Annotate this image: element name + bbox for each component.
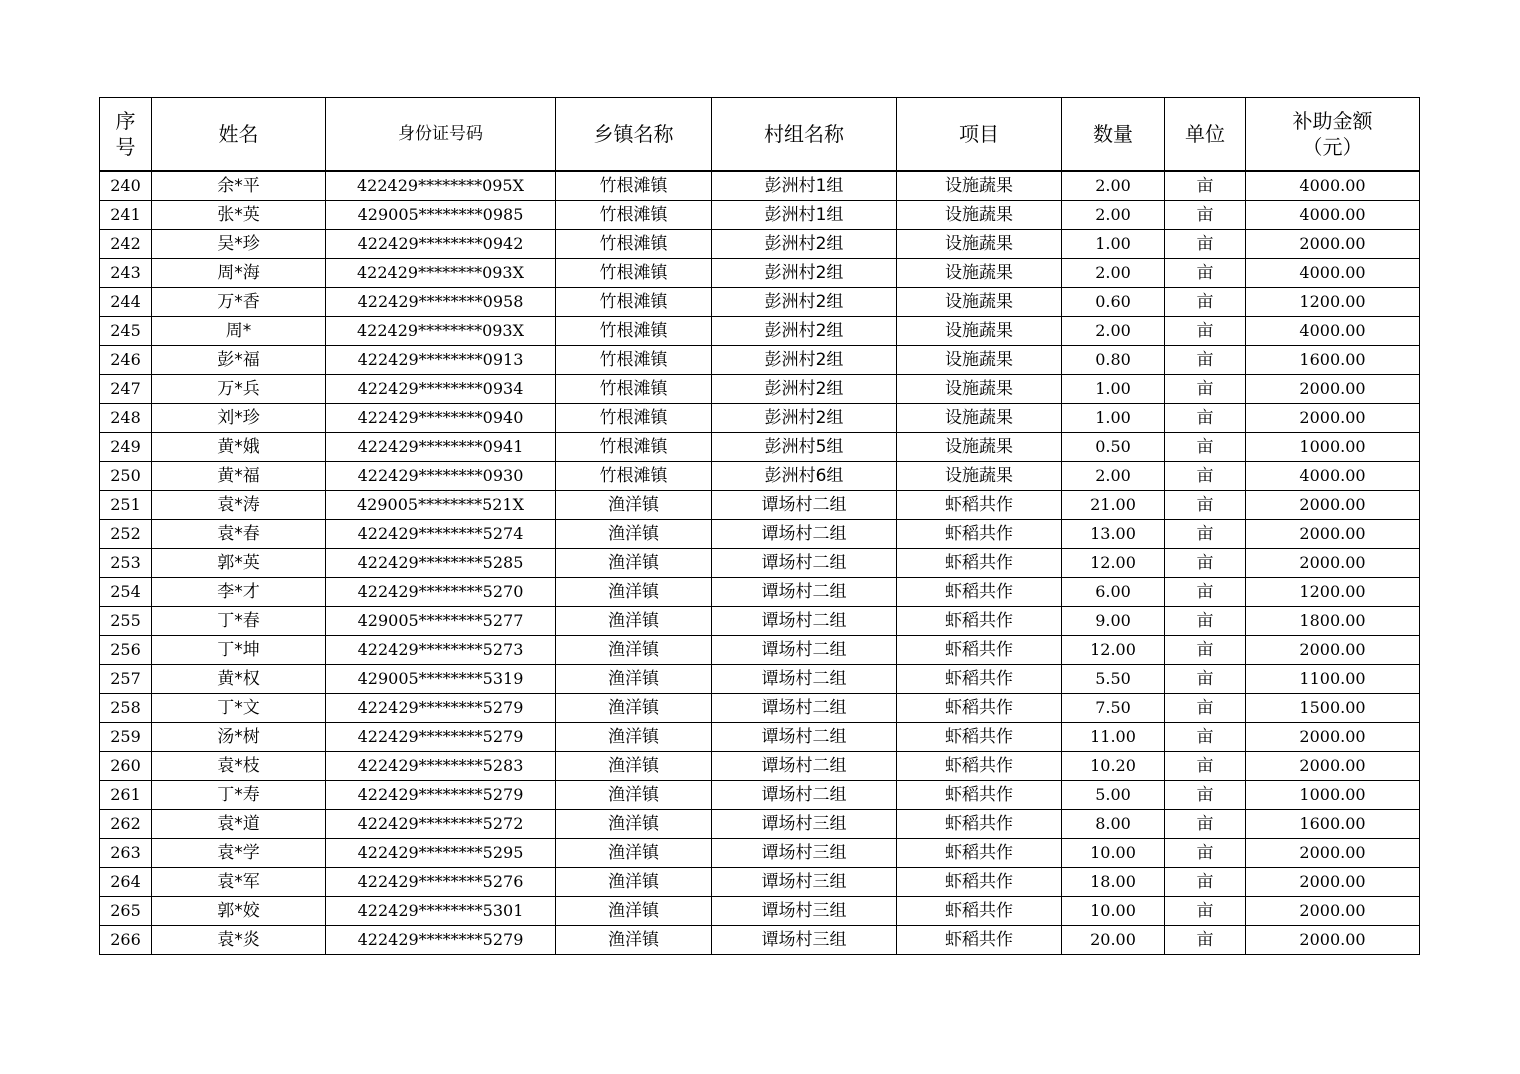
- cell-name: 袁*涛: [152, 491, 326, 520]
- cell-amount: 2000.00: [1246, 230, 1420, 259]
- cell-quantity: 2.00: [1062, 259, 1165, 288]
- table-row: [100, 897, 1420, 926]
- cell-name: 袁*道: [152, 810, 326, 839]
- cell-village: 彭洲村1组: [712, 201, 897, 230]
- cell-village: 谭场村二组: [712, 723, 897, 752]
- header-name: 姓名: [152, 98, 326, 172]
- cell-project: 虾稻共作: [897, 520, 1062, 549]
- cell-seq: 249: [100, 433, 152, 462]
- header-project: 项目: [897, 98, 1062, 172]
- cell-unit: 亩: [1165, 839, 1246, 868]
- cell-town: 渔洋镇: [556, 868, 712, 897]
- table-row: [100, 259, 1420, 288]
- table-row: [100, 723, 1420, 752]
- cell-village: 谭场村二组: [712, 781, 897, 810]
- table-row: [100, 636, 1420, 665]
- header-amount: [1246, 98, 1420, 172]
- cell-id-number: 422429********0913: [326, 346, 556, 375]
- table-row: [100, 404, 1420, 433]
- cell-town: 渔洋镇: [556, 578, 712, 607]
- cell-village: 彭洲村2组: [712, 230, 897, 259]
- cell-unit: 亩: [1165, 549, 1246, 578]
- header-id-number: 身份证号码: [326, 98, 556, 172]
- cell-amount: 1000.00: [1246, 781, 1420, 810]
- cell-seq: 255: [100, 607, 152, 636]
- cell-id-number: 422429********5295: [326, 839, 556, 868]
- cell-name: 万*兵: [152, 375, 326, 404]
- cell-quantity: 7.50: [1062, 694, 1165, 723]
- cell-amount: 2000.00: [1246, 723, 1420, 752]
- cell-unit: 亩: [1165, 868, 1246, 897]
- cell-project: 设施蔬果: [897, 201, 1062, 230]
- cell-quantity: 0.80: [1062, 346, 1165, 375]
- table-row: [100, 520, 1420, 549]
- cell-id-number: 422429********5279: [326, 694, 556, 723]
- cell-amount: 1200.00: [1246, 288, 1420, 317]
- cell-project: 虾稻共作: [897, 897, 1062, 926]
- cell-project: 虾稻共作: [897, 926, 1062, 955]
- cell-seq: 246: [100, 346, 152, 375]
- cell-village: 彭洲村2组: [712, 346, 897, 375]
- cell-seq: 263: [100, 839, 152, 868]
- cell-amount: 1800.00: [1246, 607, 1420, 636]
- cell-seq: 260: [100, 752, 152, 781]
- cell-town: 渔洋镇: [556, 636, 712, 665]
- table-row: [100, 462, 1420, 491]
- cell-id-number: 422429********0958: [326, 288, 556, 317]
- cell-unit: 亩: [1165, 636, 1246, 665]
- table-row: [100, 665, 1420, 694]
- cell-quantity: 11.00: [1062, 723, 1165, 752]
- cell-seq: 252: [100, 520, 152, 549]
- cell-quantity: 12.00: [1062, 549, 1165, 578]
- cell-town: 渔洋镇: [556, 839, 712, 868]
- cell-seq: 240: [100, 171, 152, 201]
- cell-quantity: 0.50: [1062, 433, 1165, 462]
- cell-amount: 2000.00: [1246, 404, 1420, 433]
- cell-project: 虾稻共作: [897, 781, 1062, 810]
- cell-town: 竹根滩镇: [556, 462, 712, 491]
- cell-id-number: 422429********5279: [326, 723, 556, 752]
- header-seq-line2: 号: [115, 135, 136, 159]
- cell-unit: 亩: [1165, 723, 1246, 752]
- cell-town: 渔洋镇: [556, 549, 712, 578]
- cell-name: 丁*春: [152, 607, 326, 636]
- cell-unit: 亩: [1165, 897, 1246, 926]
- cell-town: 渔洋镇: [556, 781, 712, 810]
- cell-village: 谭场村二组: [712, 665, 897, 694]
- cell-id-number: 429005********5277: [326, 607, 556, 636]
- cell-name: 万*香: [152, 288, 326, 317]
- cell-quantity: 0.60: [1062, 288, 1165, 317]
- cell-village: 谭场村三组: [712, 868, 897, 897]
- cell-village: 彭洲村6组: [712, 462, 897, 491]
- table-row: [100, 810, 1420, 839]
- table-header-row: [100, 98, 1420, 172]
- cell-amount: 1200.00: [1246, 578, 1420, 607]
- table-row: [100, 201, 1420, 230]
- cell-town: 竹根滩镇: [556, 230, 712, 259]
- cell-unit: 亩: [1165, 171, 1246, 201]
- cell-amount: 2000.00: [1246, 520, 1420, 549]
- cell-unit: 亩: [1165, 810, 1246, 839]
- cell-village: 彭洲村1组: [712, 171, 897, 201]
- cell-project: 设施蔬果: [897, 230, 1062, 259]
- cell-seq: 259: [100, 723, 152, 752]
- cell-project: 虾稻共作: [897, 578, 1062, 607]
- cell-id-number: 422429********5270: [326, 578, 556, 607]
- cell-amount: 1600.00: [1246, 810, 1420, 839]
- cell-unit: 亩: [1165, 752, 1246, 781]
- cell-unit: 亩: [1165, 926, 1246, 955]
- cell-amount: 1100.00: [1246, 665, 1420, 694]
- cell-town: 竹根滩镇: [556, 288, 712, 317]
- cell-amount: 2000.00: [1246, 375, 1420, 404]
- cell-amount: 2000.00: [1246, 491, 1420, 520]
- cell-id-number: 422429********5301: [326, 897, 556, 926]
- cell-seq: 258: [100, 694, 152, 723]
- cell-name: 黄*权: [152, 665, 326, 694]
- cell-seq: 242: [100, 230, 152, 259]
- subsidy-table: [99, 97, 1420, 955]
- cell-town: 渔洋镇: [556, 665, 712, 694]
- header-unit: 单位: [1165, 98, 1246, 172]
- cell-project: 虾稻共作: [897, 665, 1062, 694]
- cell-quantity: 10.20: [1062, 752, 1165, 781]
- cell-town: 渔洋镇: [556, 897, 712, 926]
- cell-village: 彭洲村2组: [712, 288, 897, 317]
- cell-unit: 亩: [1165, 375, 1246, 404]
- cell-id-number: 422429********095X: [326, 171, 556, 201]
- cell-amount: 4000.00: [1246, 171, 1420, 201]
- cell-village: 谭场村二组: [712, 694, 897, 723]
- cell-name: 丁*寿: [152, 781, 326, 810]
- cell-name: 郭*英: [152, 549, 326, 578]
- table-row: [100, 375, 1420, 404]
- header-town: 乡镇名称: [556, 98, 712, 172]
- cell-name: 袁*学: [152, 839, 326, 868]
- cell-quantity: 1.00: [1062, 375, 1165, 404]
- cell-seq: 264: [100, 868, 152, 897]
- cell-id-number: 422429********5273: [326, 636, 556, 665]
- cell-unit: 亩: [1165, 578, 1246, 607]
- cell-seq: 243: [100, 259, 152, 288]
- table-row: [100, 694, 1420, 723]
- cell-town: 竹根滩镇: [556, 404, 712, 433]
- cell-village: 谭场村三组: [712, 810, 897, 839]
- table-row: [100, 171, 1420, 201]
- cell-seq: 254: [100, 578, 152, 607]
- header-quantity: 数量: [1062, 98, 1165, 172]
- cell-quantity: 6.00: [1062, 578, 1165, 607]
- cell-town: 渔洋镇: [556, 810, 712, 839]
- cell-seq: 262: [100, 810, 152, 839]
- cell-seq: 253: [100, 549, 152, 578]
- cell-amount: 2000.00: [1246, 868, 1420, 897]
- table-row: [100, 346, 1420, 375]
- cell-project: 设施蔬果: [897, 317, 1062, 346]
- cell-project: 虾稻共作: [897, 868, 1062, 897]
- cell-quantity: 13.00: [1062, 520, 1165, 549]
- cell-town: 竹根滩镇: [556, 375, 712, 404]
- cell-village: 谭场村二组: [712, 520, 897, 549]
- cell-project: 虾稻共作: [897, 607, 1062, 636]
- cell-name: 袁*炎: [152, 926, 326, 955]
- cell-seq: 250: [100, 462, 152, 491]
- cell-unit: 亩: [1165, 694, 1246, 723]
- cell-amount: 1500.00: [1246, 694, 1420, 723]
- cell-village: 谭场村二组: [712, 491, 897, 520]
- table-row: [100, 433, 1420, 462]
- cell-unit: 亩: [1165, 433, 1246, 462]
- cell-unit: 亩: [1165, 317, 1246, 346]
- cell-project: 设施蔬果: [897, 259, 1062, 288]
- cell-unit: 亩: [1165, 462, 1246, 491]
- cell-unit: 亩: [1165, 520, 1246, 549]
- table-row: [100, 578, 1420, 607]
- cell-amount: 1000.00: [1246, 433, 1420, 462]
- cell-seq: 248: [100, 404, 152, 433]
- cell-town: 竹根滩镇: [556, 201, 712, 230]
- cell-name: 吴*珍: [152, 230, 326, 259]
- header-seq: [100, 98, 152, 172]
- cell-id-number: 422429********0941: [326, 433, 556, 462]
- table-row: [100, 288, 1420, 317]
- cell-amount: 2000.00: [1246, 839, 1420, 868]
- cell-seq: 245: [100, 317, 152, 346]
- cell-village: 彭洲村2组: [712, 317, 897, 346]
- cell-unit: 亩: [1165, 201, 1246, 230]
- cell-quantity: 1.00: [1062, 230, 1165, 259]
- cell-project: 虾稻共作: [897, 549, 1062, 578]
- cell-project: 虾稻共作: [897, 839, 1062, 868]
- cell-amount: 4000.00: [1246, 201, 1420, 230]
- cell-quantity: 18.00: [1062, 868, 1165, 897]
- cell-name: 黄*娥: [152, 433, 326, 462]
- cell-unit: 亩: [1165, 288, 1246, 317]
- cell-quantity: 2.00: [1062, 317, 1165, 346]
- cell-amount: 2000.00: [1246, 752, 1420, 781]
- cell-id-number: 422429********5272: [326, 810, 556, 839]
- cell-village: 谭场村二组: [712, 578, 897, 607]
- cell-id-number: 422429********0940: [326, 404, 556, 433]
- cell-project: 虾稻共作: [897, 694, 1062, 723]
- cell-unit: 亩: [1165, 491, 1246, 520]
- cell-id-number: 422429********5285: [326, 549, 556, 578]
- cell-village: 谭场村三组: [712, 926, 897, 955]
- cell-village: 谭场村二组: [712, 636, 897, 665]
- cell-unit: 亩: [1165, 404, 1246, 433]
- cell-village: 谭场村三组: [712, 839, 897, 868]
- cell-quantity: 1.00: [1062, 404, 1165, 433]
- table-row: [100, 781, 1420, 810]
- cell-town: 渔洋镇: [556, 520, 712, 549]
- cell-amount: 2000.00: [1246, 926, 1420, 955]
- cell-quantity: 10.00: [1062, 897, 1165, 926]
- cell-project: 设施蔬果: [897, 171, 1062, 201]
- table-row: [100, 549, 1420, 578]
- cell-village: 彭洲村2组: [712, 259, 897, 288]
- cell-amount: 2000.00: [1246, 549, 1420, 578]
- cell-unit: 亩: [1165, 346, 1246, 375]
- cell-quantity: 10.00: [1062, 839, 1165, 868]
- cell-name: 周*: [152, 317, 326, 346]
- cell-name: 彭*福: [152, 346, 326, 375]
- cell-town: 渔洋镇: [556, 491, 712, 520]
- cell-project: 虾稻共作: [897, 636, 1062, 665]
- cell-amount: 4000.00: [1246, 317, 1420, 346]
- cell-project: 虾稻共作: [897, 723, 1062, 752]
- header-amount-line2: （元）: [1302, 135, 1363, 159]
- table-row: [100, 230, 1420, 259]
- cell-id-number: 422429********093X: [326, 259, 556, 288]
- cell-seq: 247: [100, 375, 152, 404]
- cell-name: 丁*文: [152, 694, 326, 723]
- cell-town: 竹根滩镇: [556, 259, 712, 288]
- cell-seq: 261: [100, 781, 152, 810]
- cell-village: 彭洲村2组: [712, 404, 897, 433]
- cell-id-number: 422429********0934: [326, 375, 556, 404]
- cell-quantity: 8.00: [1062, 810, 1165, 839]
- cell-id-number: 422429********0930: [326, 462, 556, 491]
- cell-id-number: 422429********5276: [326, 868, 556, 897]
- cell-seq: 244: [100, 288, 152, 317]
- cell-id-number: 422429********093X: [326, 317, 556, 346]
- cell-village: 谭场村二组: [712, 607, 897, 636]
- cell-unit: 亩: [1165, 259, 1246, 288]
- table-body: [100, 171, 1420, 955]
- header-seq-line1: 序: [115, 109, 136, 133]
- table-row: [100, 752, 1420, 781]
- cell-id-number: 429005********0985: [326, 201, 556, 230]
- cell-town: 竹根滩镇: [556, 171, 712, 201]
- cell-name: 黄*福: [152, 462, 326, 491]
- cell-id-number: 422429********5274: [326, 520, 556, 549]
- header-village: 村组名称: [712, 98, 897, 172]
- cell-town: 渔洋镇: [556, 607, 712, 636]
- cell-seq: 251: [100, 491, 152, 520]
- cell-seq: 256: [100, 636, 152, 665]
- cell-quantity: 2.00: [1062, 171, 1165, 201]
- table-row: [100, 926, 1420, 955]
- cell-id-number: 429005********5319: [326, 665, 556, 694]
- cell-quantity: 2.00: [1062, 462, 1165, 491]
- cell-name: 袁*军: [152, 868, 326, 897]
- cell-id-number: 422429********5279: [326, 781, 556, 810]
- cell-town: 竹根滩镇: [556, 346, 712, 375]
- cell-amount: 4000.00: [1246, 259, 1420, 288]
- cell-id-number: 422429********0942: [326, 230, 556, 259]
- cell-town: 渔洋镇: [556, 723, 712, 752]
- cell-village: 彭洲村2组: [712, 375, 897, 404]
- cell-seq: 257: [100, 665, 152, 694]
- cell-seq: 266: [100, 926, 152, 955]
- cell-name: 李*才: [152, 578, 326, 607]
- cell-project: 设施蔬果: [897, 288, 1062, 317]
- cell-name: 汤*树: [152, 723, 326, 752]
- cell-id-number: 429005********521X: [326, 491, 556, 520]
- cell-project: 虾稻共作: [897, 810, 1062, 839]
- cell-name: 周*海: [152, 259, 326, 288]
- header-amount-line1: 补助金额: [1292, 109, 1373, 133]
- cell-amount: 1600.00: [1246, 346, 1420, 375]
- cell-project: 设施蔬果: [897, 404, 1062, 433]
- cell-name: 袁*枝: [152, 752, 326, 781]
- cell-unit: 亩: [1165, 665, 1246, 694]
- cell-town: 竹根滩镇: [556, 433, 712, 462]
- cell-town: 渔洋镇: [556, 694, 712, 723]
- cell-project: 虾稻共作: [897, 752, 1062, 781]
- cell-amount: 2000.00: [1246, 636, 1420, 665]
- cell-quantity: 21.00: [1062, 491, 1165, 520]
- cell-name: 郭*姣: [152, 897, 326, 926]
- cell-seq: 241: [100, 201, 152, 230]
- cell-quantity: 9.00: [1062, 607, 1165, 636]
- cell-unit: 亩: [1165, 607, 1246, 636]
- cell-amount: 4000.00: [1246, 462, 1420, 491]
- cell-village: 谭场村二组: [712, 549, 897, 578]
- table-row: [100, 868, 1420, 897]
- cell-name: 丁*坤: [152, 636, 326, 665]
- cell-unit: 亩: [1165, 781, 1246, 810]
- cell-seq: 265: [100, 897, 152, 926]
- table-row: [100, 839, 1420, 868]
- cell-town: 竹根滩镇: [556, 317, 712, 346]
- cell-name: 袁*春: [152, 520, 326, 549]
- table-row: [100, 607, 1420, 636]
- cell-town: 渔洋镇: [556, 926, 712, 955]
- cell-village: 谭场村三组: [712, 897, 897, 926]
- cell-town: 渔洋镇: [556, 752, 712, 781]
- table-row: [100, 317, 1420, 346]
- cell-village: 彭洲村5组: [712, 433, 897, 462]
- cell-project: 设施蔬果: [897, 462, 1062, 491]
- cell-project: 虾稻共作: [897, 491, 1062, 520]
- cell-quantity: 20.00: [1062, 926, 1165, 955]
- cell-id-number: 422429********5283: [326, 752, 556, 781]
- cell-quantity: 5.50: [1062, 665, 1165, 694]
- cell-quantity: 12.00: [1062, 636, 1165, 665]
- cell-name: 刘*珍: [152, 404, 326, 433]
- cell-project: 设施蔬果: [897, 433, 1062, 462]
- cell-project: 设施蔬果: [897, 375, 1062, 404]
- cell-project: 设施蔬果: [897, 346, 1062, 375]
- cell-amount: 2000.00: [1246, 897, 1420, 926]
- cell-quantity: 5.00: [1062, 781, 1165, 810]
- cell-name: 张*英: [152, 201, 326, 230]
- cell-unit: 亩: [1165, 230, 1246, 259]
- cell-id-number: 422429********5279: [326, 926, 556, 955]
- cell-name: 余*平: [152, 171, 326, 201]
- cell-village: 谭场村二组: [712, 752, 897, 781]
- table-row: [100, 491, 1420, 520]
- cell-quantity: 2.00: [1062, 201, 1165, 230]
